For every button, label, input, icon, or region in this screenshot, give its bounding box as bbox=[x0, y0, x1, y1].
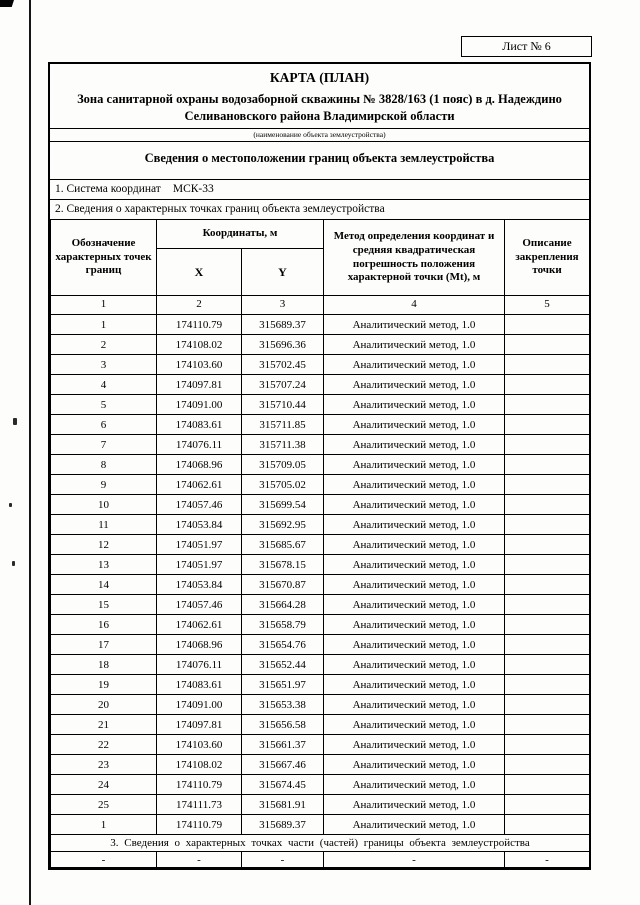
table-cell bbox=[505, 675, 590, 695]
table-cell bbox=[505, 435, 590, 455]
table-cell bbox=[505, 635, 590, 655]
col-header-x: X bbox=[157, 249, 242, 296]
table-cell: 174111.73 bbox=[157, 795, 242, 815]
table-cell: 10 bbox=[51, 495, 157, 515]
col-header-coordinates: Координаты, м bbox=[157, 220, 324, 249]
points-section-title-row bbox=[50, 199, 589, 219]
table-cell: Аналитический метод, 1.0 bbox=[324, 815, 505, 835]
table-cell bbox=[505, 795, 590, 815]
table-cell: 174097.81 bbox=[157, 715, 242, 735]
table-cell: 315653.38 bbox=[242, 695, 324, 715]
scan-artifact-speck bbox=[12, 561, 15, 566]
parts-placeholder-cell: - bbox=[157, 852, 242, 868]
parts-section-title: 3. Сведения о характерных точках части (частей) границы объекта землеустройства bbox=[51, 835, 590, 852]
table-cell bbox=[505, 555, 590, 575]
table-cell: Аналитический метод, 1.0 bbox=[324, 315, 505, 335]
location-section-title: Сведения о местоположении границ объекта землеустройства bbox=[50, 141, 589, 179]
table-row bbox=[51, 795, 590, 815]
table-cell: Аналитический метод, 1.0 bbox=[324, 375, 505, 395]
table-cell bbox=[505, 735, 590, 755]
table-cell bbox=[505, 815, 590, 835]
parts-placeholder-row bbox=[51, 852, 590, 868]
table-row bbox=[51, 635, 590, 655]
table-cell: Аналитический метод, 1.0 bbox=[324, 435, 505, 455]
table-row bbox=[51, 735, 590, 755]
scan-artifact-speck bbox=[9, 503, 12, 507]
table-cell bbox=[505, 515, 590, 535]
table-cell: 174097.81 bbox=[157, 375, 242, 395]
table-row bbox=[51, 715, 590, 735]
col-header-description: Описание закрепления точки bbox=[505, 220, 590, 296]
table-cell: Аналитический метод, 1.0 bbox=[324, 735, 505, 755]
document-header bbox=[50, 64, 589, 128]
table-cell: 315658.79 bbox=[242, 615, 324, 635]
table-cell: 5 bbox=[51, 395, 157, 415]
table-cell: 6 bbox=[51, 415, 157, 435]
parts-section-row bbox=[51, 835, 590, 852]
table-cell: 315681.91 bbox=[242, 795, 324, 815]
table-cell: 315685.67 bbox=[242, 535, 324, 555]
table-cell: 315670.87 bbox=[242, 575, 324, 595]
table-cell: 315654.76 bbox=[242, 635, 324, 655]
table-cell: 174103.60 bbox=[157, 355, 242, 375]
column-number: 4 bbox=[324, 296, 505, 315]
table-cell: Аналитический метод, 1.0 bbox=[324, 575, 505, 595]
scan-artifact-left-line bbox=[29, 0, 31, 905]
column-number: 2 bbox=[157, 296, 242, 315]
table-cell: 24 bbox=[51, 775, 157, 795]
table-cell: 174108.02 bbox=[157, 755, 242, 775]
table-cell bbox=[505, 315, 590, 335]
table-cell: 20 bbox=[51, 695, 157, 715]
table-row bbox=[51, 455, 590, 475]
table-cell: 174091.00 bbox=[157, 395, 242, 415]
table-cell: 1 bbox=[51, 315, 157, 335]
table-cell: 14 bbox=[51, 575, 157, 595]
points-table bbox=[50, 219, 590, 868]
table-cell: 315661.37 bbox=[242, 735, 324, 755]
column-number-row bbox=[51, 296, 590, 315]
table-cell bbox=[505, 375, 590, 395]
table-cell: 174076.11 bbox=[157, 435, 242, 455]
coordinate-system-row bbox=[50, 179, 589, 199]
table-row bbox=[51, 755, 590, 775]
table-cell bbox=[505, 475, 590, 495]
table-cell: 22 bbox=[51, 735, 157, 755]
table-cell bbox=[505, 775, 590, 795]
table-row bbox=[51, 315, 590, 335]
table-row bbox=[51, 395, 590, 415]
sheet-number-box bbox=[461, 36, 592, 57]
column-number: 5 bbox=[505, 296, 590, 315]
table-cell: 2 bbox=[51, 335, 157, 355]
scan-artifact-corner-mark bbox=[0, 0, 14, 7]
table-cell bbox=[505, 595, 590, 615]
table-header-row bbox=[51, 220, 590, 249]
table-row bbox=[51, 555, 590, 575]
table-cell bbox=[505, 655, 590, 675]
table-cell: 174083.61 bbox=[157, 675, 242, 695]
coordinate-system-value: МСК-33 bbox=[172, 183, 214, 195]
table-row bbox=[51, 695, 590, 715]
table-cell: 174051.97 bbox=[157, 555, 242, 575]
table-cell: 4 bbox=[51, 375, 157, 395]
table-cell: 315692.95 bbox=[242, 515, 324, 535]
table-cell: Аналитический метод, 1.0 bbox=[324, 615, 505, 635]
table-cell: 174068.96 bbox=[157, 635, 242, 655]
table-cell: 25 bbox=[51, 795, 157, 815]
table-cell: 17 bbox=[51, 635, 157, 655]
table-cell: 315709.05 bbox=[242, 455, 324, 475]
table-cell: 174103.60 bbox=[157, 735, 242, 755]
table-cell: Аналитический метод, 1.0 bbox=[324, 455, 505, 475]
table-cell: Аналитический метод, 1.0 bbox=[324, 515, 505, 535]
col-header-method: Метод определения координат и средняя квадратическая погрешность положения характерной точки (Mt), м bbox=[324, 220, 505, 296]
table-cell: 19 bbox=[51, 675, 157, 695]
column-number: 1 bbox=[51, 296, 157, 315]
table-cell: 174091.00 bbox=[157, 695, 242, 715]
col-header-designation: Обозначение характерных точек границ bbox=[51, 220, 157, 296]
table-cell: 315699.54 bbox=[242, 495, 324, 515]
subtitle-caption-row bbox=[50, 128, 589, 141]
table-cell: 315689.37 bbox=[242, 315, 324, 335]
table-cell: 13 bbox=[51, 555, 157, 575]
sheet-number-label: Лист № 6 bbox=[502, 39, 551, 53]
table-cell bbox=[505, 615, 590, 635]
table-row bbox=[51, 495, 590, 515]
table-cell bbox=[505, 415, 590, 435]
table-cell: 174083.61 bbox=[157, 415, 242, 435]
table-cell: Аналитический метод, 1.0 bbox=[324, 395, 505, 415]
table-row bbox=[51, 615, 590, 635]
table-row bbox=[51, 435, 590, 455]
table-row bbox=[51, 535, 590, 555]
table-cell: 18 bbox=[51, 655, 157, 675]
table-cell: 16 bbox=[51, 615, 157, 635]
table-cell: 174110.79 bbox=[157, 315, 242, 335]
table-cell: 315711.85 bbox=[242, 415, 324, 435]
table-cell: Аналитический метод, 1.0 bbox=[324, 795, 505, 815]
table-cell: 315667.46 bbox=[242, 755, 324, 775]
table-cell: 174053.84 bbox=[157, 575, 242, 595]
table-cell bbox=[505, 715, 590, 735]
table-row bbox=[51, 675, 590, 695]
col-header-y: Y bbox=[242, 249, 324, 296]
table-cell: 315702.45 bbox=[242, 355, 324, 375]
table-cell: Аналитический метод, 1.0 bbox=[324, 355, 505, 375]
table-cell: 315656.58 bbox=[242, 715, 324, 735]
table-cell bbox=[505, 575, 590, 595]
table-cell: 315710.44 bbox=[242, 395, 324, 415]
table-cell: Аналитический метод, 1.0 bbox=[324, 475, 505, 495]
table-cell: Аналитический метод, 1.0 bbox=[324, 335, 505, 355]
table-cell: Аналитический метод, 1.0 bbox=[324, 715, 505, 735]
table-cell: 315705.02 bbox=[242, 475, 324, 495]
parts-placeholder-cell: - bbox=[505, 852, 590, 868]
table-cell: 315674.45 bbox=[242, 775, 324, 795]
table-cell: 1 bbox=[51, 815, 157, 835]
table-cell bbox=[505, 695, 590, 715]
table-cell: 23 bbox=[51, 755, 157, 775]
table-cell bbox=[505, 455, 590, 475]
table-cell: 174110.79 bbox=[157, 815, 242, 835]
table-cell: 315711.38 bbox=[242, 435, 324, 455]
subtitle-caption: (наименование объекта землеустройства) bbox=[253, 130, 386, 139]
table-cell: 12 bbox=[51, 535, 157, 555]
table-row bbox=[51, 475, 590, 495]
table-cell: 174051.97 bbox=[157, 535, 242, 555]
document-frame bbox=[48, 62, 591, 870]
table-cell: 174068.96 bbox=[157, 455, 242, 475]
table-cell: 315707.24 bbox=[242, 375, 324, 395]
table-cell: Аналитический метод, 1.0 bbox=[324, 495, 505, 515]
table-cell: 3 bbox=[51, 355, 157, 375]
table-cell: 315651.97 bbox=[242, 675, 324, 695]
table-cell: 8 bbox=[51, 455, 157, 475]
table-cell: 174108.02 bbox=[157, 335, 242, 355]
table-cell: Аналитический метод, 1.0 bbox=[324, 755, 505, 775]
table-cell: 21 bbox=[51, 715, 157, 735]
table-cell: 174062.61 bbox=[157, 615, 242, 635]
parts-placeholder-cell: - bbox=[51, 852, 157, 868]
document-subtitle: Зона санитарной охраны водозаборной скважины № 3828/163 (1 пояс) в д. Надеждино Селивановского района Владимирской области bbox=[77, 92, 562, 123]
table-cell: 7 bbox=[51, 435, 157, 455]
table-cell: 174057.46 bbox=[157, 595, 242, 615]
table-cell bbox=[505, 335, 590, 355]
table-cell bbox=[505, 755, 590, 775]
table-cell: Аналитический метод, 1.0 bbox=[324, 695, 505, 715]
table-cell: Аналитический метод, 1.0 bbox=[324, 775, 505, 795]
table-row bbox=[51, 335, 590, 355]
table-cell: 9 bbox=[51, 475, 157, 495]
table-cell bbox=[505, 535, 590, 555]
table-cell: Аналитический метод, 1.0 bbox=[324, 535, 505, 555]
parts-placeholder-cell: - bbox=[242, 852, 324, 868]
table-cell bbox=[505, 355, 590, 375]
table-cell: 174057.46 bbox=[157, 495, 242, 515]
table-cell: Аналитический метод, 1.0 bbox=[324, 655, 505, 675]
table-cell: Аналитический метод, 1.0 bbox=[324, 675, 505, 695]
table-row bbox=[51, 595, 590, 615]
table-row bbox=[51, 815, 590, 835]
table-cell: 315678.15 bbox=[242, 555, 324, 575]
table-cell: 174076.11 bbox=[157, 655, 242, 675]
table-row bbox=[51, 415, 590, 435]
table-cell bbox=[505, 495, 590, 515]
table-row bbox=[51, 575, 590, 595]
table-cell: Аналитический метод, 1.0 bbox=[324, 555, 505, 575]
table-cell: 315696.36 bbox=[242, 335, 324, 355]
points-table-body bbox=[51, 315, 590, 835]
parts-placeholder-cell: - bbox=[324, 852, 505, 868]
table-row bbox=[51, 515, 590, 535]
table-cell: 11 bbox=[51, 515, 157, 535]
table-row bbox=[51, 655, 590, 675]
table-cell bbox=[505, 395, 590, 415]
table-cell: Аналитический метод, 1.0 bbox=[324, 595, 505, 615]
document-title: КАРТА (ПЛАН) bbox=[269, 70, 370, 85]
table-cell: 315689.37 bbox=[242, 815, 324, 835]
table-cell: Аналитический метод, 1.0 bbox=[324, 415, 505, 435]
column-number: 3 bbox=[242, 296, 324, 315]
table-cell: 315652.44 bbox=[242, 655, 324, 675]
scan-artifact-speck bbox=[13, 418, 17, 425]
coordinate-system-label: 1. Система координат bbox=[55, 183, 161, 195]
points-section-title: 2. Сведения о характерных точках границ объекта землеустройства bbox=[55, 203, 385, 215]
table-row bbox=[51, 375, 590, 395]
table-cell: 174110.79 bbox=[157, 775, 242, 795]
table-row bbox=[51, 355, 590, 375]
table-cell: 174053.84 bbox=[157, 515, 242, 535]
table-cell: 315664.28 bbox=[242, 595, 324, 615]
table-cell: 15 bbox=[51, 595, 157, 615]
table-row bbox=[51, 775, 590, 795]
table-cell: Аналитический метод, 1.0 bbox=[324, 635, 505, 655]
table-cell: 174062.61 bbox=[157, 475, 242, 495]
